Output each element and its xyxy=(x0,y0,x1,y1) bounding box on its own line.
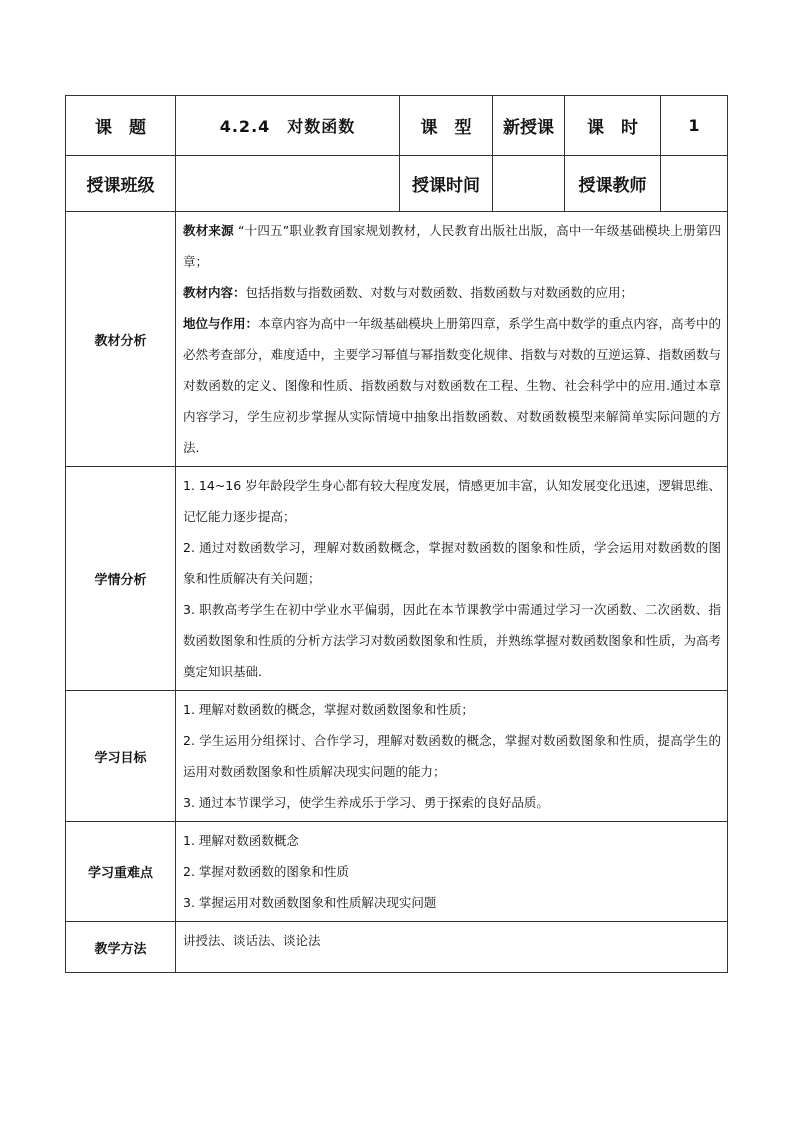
type-label: 课 型 xyxy=(400,96,493,156)
material-content xyxy=(176,212,728,467)
keypoints-content xyxy=(176,822,728,922)
teacher-label: 授课教师 xyxy=(565,156,661,212)
role-text: 本章内容为高中一年级基础模块上册第四章，系学生高中数学的重点内容，高考中的必然考查部分，难度适中，主要学习幂值与幂指数变化规律、指数与对数的互逆运算、指数函数与对数函数的定义、图像和性质、指数函数与对数函数在工程、生物、社会科学中的应用.通过本章内容学习，学生应初步掌握从实际情境中抽象出指数函数、对数函数模型来解简单实际问题的方法. xyxy=(183,316,721,455)
teacher-value xyxy=(661,156,728,212)
keypoints-item: 3. 掌握运用对数函数图象和性质解决现实问题 xyxy=(183,895,437,910)
source-label: 教材来源 xyxy=(183,223,234,238)
methods-text: 讲授法、谈话法、谈论法 xyxy=(176,922,728,973)
time-value xyxy=(493,156,565,212)
goals-row xyxy=(66,691,728,822)
hours-value: 1 xyxy=(661,96,728,156)
keypoints-item: 1. 理解对数函数概念 xyxy=(183,833,299,848)
methods-label: 教学方法 xyxy=(66,922,176,973)
students-item: 3. 职教高考学生在初中学业水平偏弱，因此在本节课教学中需通过学习一次函数、二次函数、指数函数图象和性质的分析方法学习对数函数图象和性质，并熟练掌握对数函数图象和性质，为高考奠定知识基础. xyxy=(183,602,721,679)
topic-value: 4.2.4 对数函数 xyxy=(176,96,400,156)
topic-label: 课 题 xyxy=(66,96,176,156)
goals-item: 1. 理解对数函数的概念，掌握对数函数图象和性质； xyxy=(183,702,474,717)
goals-content xyxy=(176,691,728,822)
students-row xyxy=(66,467,728,691)
content-text: 包括指数与指数函数、对数与对数函数、指数函数与对数函数的应用； xyxy=(245,285,634,300)
keypoints-row xyxy=(66,822,728,922)
hours-label: 课 时 xyxy=(565,96,661,156)
students-item: 2. 通过对数函数学习，理解对数函数概念，掌握对数函数的图象和性质，学会运用对数函数的图象和性质解决有关问题； xyxy=(183,540,721,586)
header-row-1 xyxy=(66,96,728,156)
class-label: 授课班级 xyxy=(66,156,176,212)
students-content xyxy=(176,467,728,691)
content-label: 教材内容： xyxy=(183,285,246,300)
students-item: 1. 14~16 岁年龄段学生身心都有较大程度发展，情感更加丰富，认知发展变化迅速，逻辑思维、记忆能力逐步提高； xyxy=(183,478,721,524)
header-row-2 xyxy=(66,156,728,212)
keypoints-item: 2. 掌握对数函数的图象和性质 xyxy=(183,864,349,879)
class-value xyxy=(176,156,400,212)
methods-row xyxy=(66,922,728,973)
time-label: 授课时间 xyxy=(400,156,493,212)
students-label: 学情分析 xyxy=(66,467,176,691)
material-label: 教材分析 xyxy=(66,212,176,467)
goals-item: 2. 学生运用分组探讨、合作学习，理解对数函数的概念，掌握对数函数图象和性质，提高学生的运用对数函数图象和性质解决现实问题的能力； xyxy=(183,733,721,779)
lesson-plan-table xyxy=(65,95,728,973)
goals-label: 学习目标 xyxy=(66,691,176,822)
material-row xyxy=(66,212,728,467)
keypoints-label: 学习重难点 xyxy=(66,822,176,922)
role-label: 地位与作用： xyxy=(183,316,259,331)
type-value: 新授课 xyxy=(493,96,565,156)
source-text: “十四五”职业教育国家规划教材，人民教育出版社出版，高中一年级基础模块上册第四章； xyxy=(183,223,721,269)
goals-item: 3. 通过本节课学习，使学生养成乐于学习、勇于探索的良好品质。 xyxy=(183,795,549,810)
